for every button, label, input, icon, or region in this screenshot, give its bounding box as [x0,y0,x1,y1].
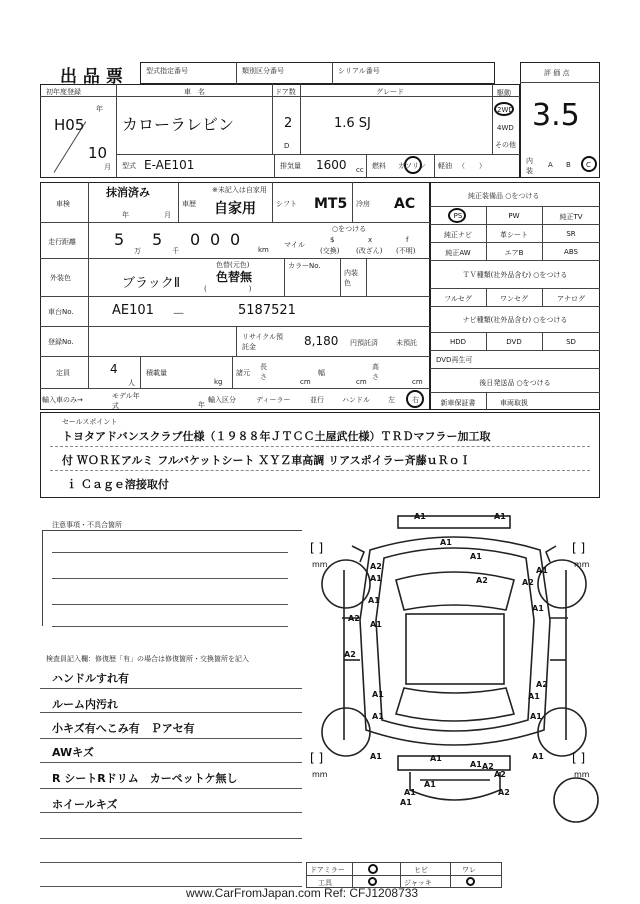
shift-value: MT5 [314,196,348,212]
first-registration-label: 初年度登録 [46,88,81,96]
legend-jack: ジャッキ [404,879,432,887]
svg-text:[ ]: [ ] [572,751,586,765]
chassis-prefix: AE101 [112,303,154,318]
first-registration-era: H05 [54,116,85,134]
year-unit: 年 [96,105,103,113]
legend-jack-circle [466,877,475,886]
mm-front-left: mm [312,560,328,569]
navi-sd: SD [566,338,576,346]
after-manual: 車両取扱 [500,399,528,407]
color-value: ブラックⅡ [122,276,181,291]
interior-label: 内装 [526,157,533,175]
rating-label: 評 価 点 [544,69,570,77]
option-tv: 純正TV [559,213,583,221]
inspector-label: 検査員記入欄：修復歴「有」の場合は修復箇所・交換箇所を記入 [46,655,249,663]
damage-mark: A1 [368,596,380,605]
color-change: 色替無 [216,270,253,284]
handle-right: 右 [412,396,419,404]
registration-label: 登録No. [48,338,74,346]
interior-a: A [548,161,553,169]
fuel-gasoline-circle [404,156,422,174]
note-2: ルーム内汚れ [52,698,118,711]
mark-f: f [406,236,409,244]
model-code-label: 型式指定番号 [146,67,188,75]
shaken-year: 年 [122,211,129,219]
interior-c-circle [581,156,597,172]
drive-other: その他 [495,141,516,149]
fuel-gasoline: ガソリン [398,162,426,170]
capacity-value: 4 [110,362,118,376]
option-pw: PW [508,212,520,220]
mark-f-sub: (不明) [396,247,416,255]
damage-mark: A1 [414,512,426,521]
damage-mark: A1 [372,712,384,721]
damage-mark: A1 [424,780,436,789]
legend-mirror-circle [368,864,378,874]
damage-mark: A2 [482,762,494,771]
mm-rear-right: mm [574,770,590,779]
note-6: ホイールキズ [52,798,118,811]
drive-label: 駆動 [497,89,511,97]
mark-x: x [368,236,373,244]
svg-text:[ ]: [ ] [572,541,586,555]
capacity-unit: 人 [128,379,135,387]
interior-c: C [586,161,591,169]
damage-mark: A2 [498,788,510,797]
car-name: カローラレビン [122,115,235,134]
note-5: R シートRドリム カーペットケ無し [52,772,238,785]
navi-title: ナビ種類(社外品含む) ○をつける [462,316,568,324]
shaken-month: 月 [164,211,171,219]
mile-label: マイル [284,241,305,249]
doors-value: 2 [284,116,293,131]
height-label: 高さ [372,363,379,381]
width-unit: cm [356,378,367,386]
damage-mark: A2 [370,562,382,571]
note-3: 小キズ有へこみ有 Ｐアセ有 [52,722,195,735]
shaken-value: 抹消済み [106,186,150,199]
tv-fullseg: フルセグ [444,295,472,303]
model-value: E-AE101 [144,158,195,172]
after-title: 後日発送品 ○をつける [479,379,551,387]
chassis-number: 5187521 [238,303,296,318]
damage-mark: A1 [494,512,506,521]
import-dealer: ディーラー [256,396,291,404]
damage-mark: A1 [470,552,482,561]
fuel-diesel: 軽油 [438,162,452,170]
after-warranty: 新車保証書 [440,399,476,407]
genuine-title: 純正装備品 ○をつける [468,192,540,200]
damage-mark: A2 [522,578,534,587]
recycle-label: リサイクル預託金 [242,333,284,351]
damage-mark: A2 [344,650,356,659]
drive-2wd: 2WD [497,106,514,114]
mileage-digit-5: 0 [230,230,241,249]
mileage-label: 走行距離 [48,238,76,246]
legend-tools-circle [368,877,377,886]
legend-door-mirror: ドアミラー [310,866,345,874]
mileage-km: km [258,246,269,254]
selling-point-line-2: 付 ＷＯＲＫアルミ フルバケットシート ＸＹＺ車高調 リアスポイラー斉藤ｕＲｏＩ [62,454,471,467]
damage-mark: A1 [400,798,412,807]
dimensions-label: 諸元 [236,369,250,377]
dvd-playback: DVD再生可 [436,356,473,364]
option-airbag: エアB [504,249,524,257]
length-unit: cm [300,378,311,386]
displacement-label: 排気量 [280,162,301,170]
mileage-digit-3: 0 [190,230,201,249]
damage-mark: A1 [404,788,416,797]
note-1: ハンドルすれ有 [52,672,129,685]
load-unit: kg [214,378,223,386]
interior-color-label: 内装色 [344,269,358,287]
damage-mark: A1 [370,574,382,583]
navi-dvd: DVD [506,338,522,346]
mileage-digit-1: 5 [114,230,125,249]
mileage-sen: 千 [172,247,179,255]
tv-oneseg: ワンセグ [500,295,528,303]
legend-crack: ワレ [462,866,476,874]
door-suffix: D [284,142,290,150]
option-ps: PS [453,212,463,220]
damage-mark: A1 [532,604,544,613]
shaken-label: 車検 [56,200,70,208]
damage-mark: A1 [536,566,548,575]
mark-x-sub: (改ざん) [356,247,383,255]
load-label: 積載量 [146,369,167,377]
mark-dollar: $ [330,236,335,244]
width-label: 幅 [318,369,325,377]
option-navi: 純正ナビ [444,231,472,239]
car-damage-diagram [300,510,610,830]
mileage-digit-4: 0 [210,230,221,249]
chassis-dash: － [172,307,186,322]
mileage-man: 万 [134,247,141,255]
handle-right-circle [406,390,424,408]
serial-number-label: シリアル番号 [338,67,380,75]
car-name-label: 車 名 [184,88,205,96]
grade-label: グレード [376,88,404,96]
height-unit: cm [412,378,423,386]
watermark: www.CarFromJapan.com Ref: CFJ1208733 [186,886,419,900]
cc-unit: cc [356,166,364,174]
option-abs: ABS [564,248,578,256]
form-title: 出 品 票 [60,67,123,87]
history-label: 車歴 [182,200,196,208]
svg-text:[ ]: [ ] [310,541,324,555]
tv-analog: アナログ [557,295,585,303]
legend-scratch: ヒビ [414,866,428,874]
damage-mark: A1 [530,712,542,721]
damage-mark: A1 [430,754,442,763]
doors-label: ドア数 [275,88,296,96]
recycle-unit: 円預託済 [350,339,378,347]
class-number-label: 類別区分番号 [242,67,284,75]
selling-point-line-1: トヨタアドバンスクラブ仕様（１９８８年ＪＴＣＣ土屋武仕様）ＴＲＤマフラー加工取 [62,430,491,443]
interior-b: B [566,161,571,169]
mm-front-right: mm [574,560,590,569]
damage-mark: A2 [494,770,506,779]
note-4: AWキズ [52,746,94,759]
caution-label: 注意事項・不具合箇所 [52,521,122,529]
capacity-label: 定員 [56,369,70,377]
handle-left: 左 [388,396,395,404]
month-unit: 月 [104,163,111,171]
selling-points-label: セールスポイント [62,418,118,426]
handle-label: ハンドル [342,396,370,404]
damage-mark: A1 [528,692,540,701]
legend-tools: 工具 [318,879,332,887]
option-leather: 革シート [500,231,528,239]
mileage-mark-label: ○をつける [332,225,367,233]
recycle-none: 未預託 [396,339,417,347]
length-label: 長さ [260,363,267,381]
svg-text:[ ]: [ ] [310,751,324,765]
damage-mark: A1 [532,752,544,761]
damage-mark: A2 [348,614,360,623]
option-aw: 純正AW [445,249,471,257]
fuel-other: （ ） [458,162,486,170]
color-sub-label: 色替(元色) [216,261,250,269]
history-note: ※未記入は自家用 [212,186,267,194]
damage-mark: A2 [536,680,548,689]
damage-mark: A1 [372,690,384,699]
option-sr: SR [566,230,576,238]
mark-dollar-sub: (交換) [320,247,340,255]
chassis-label: 車台No. [48,308,74,316]
model-year-label: モデル年式 [112,392,140,410]
option-ps-circle [448,208,466,223]
import-label: 輸入車のみ→ [42,396,83,404]
damage-mark: A1 [440,538,452,547]
drive-4wd: 4WD [497,124,514,132]
ac-label: 冷房 [356,200,370,208]
color-label: 外装色 [50,274,71,282]
damage-mark: A1 [470,760,482,769]
model-year-unit: 年 [198,401,205,409]
color-no-label: カラーNo. [288,262,321,270]
model-label: 型式 [122,162,136,170]
mileage-digit-2: 5 [152,230,163,249]
selling-point-line-3: ｉ Ｃａｇｅ溶接取付 [66,478,169,491]
drive-2wd-circle [494,102,514,116]
fuel-label: 燃料 [372,162,386,170]
first-registration-month: 10 [88,144,108,162]
color-original: ( ) [204,285,252,293]
recycle-value: 8,180 [304,334,339,348]
import-type-label: 輸入区分 [208,396,236,404]
displacement-value: 1600 [316,158,347,172]
mm-rear-left: mm [312,770,328,779]
import-parallel: 並行 [310,396,324,404]
grade-value: 1.6 SJ [334,116,371,131]
damage-mark: A1 [370,620,382,629]
damage-mark: A2 [476,576,488,585]
damage-mark: A1 [370,752,382,761]
shift-label: シフト [276,200,297,208]
ac-value: AC [394,196,416,212]
header-ids-box [140,62,495,84]
navi-hdd: HDD [449,338,467,346]
tv-title: ＴＶ種類(社外品含む) ○をつける [462,271,568,279]
history-value: 自家用 [214,201,256,217]
rating-value: 3.5 [532,98,580,133]
